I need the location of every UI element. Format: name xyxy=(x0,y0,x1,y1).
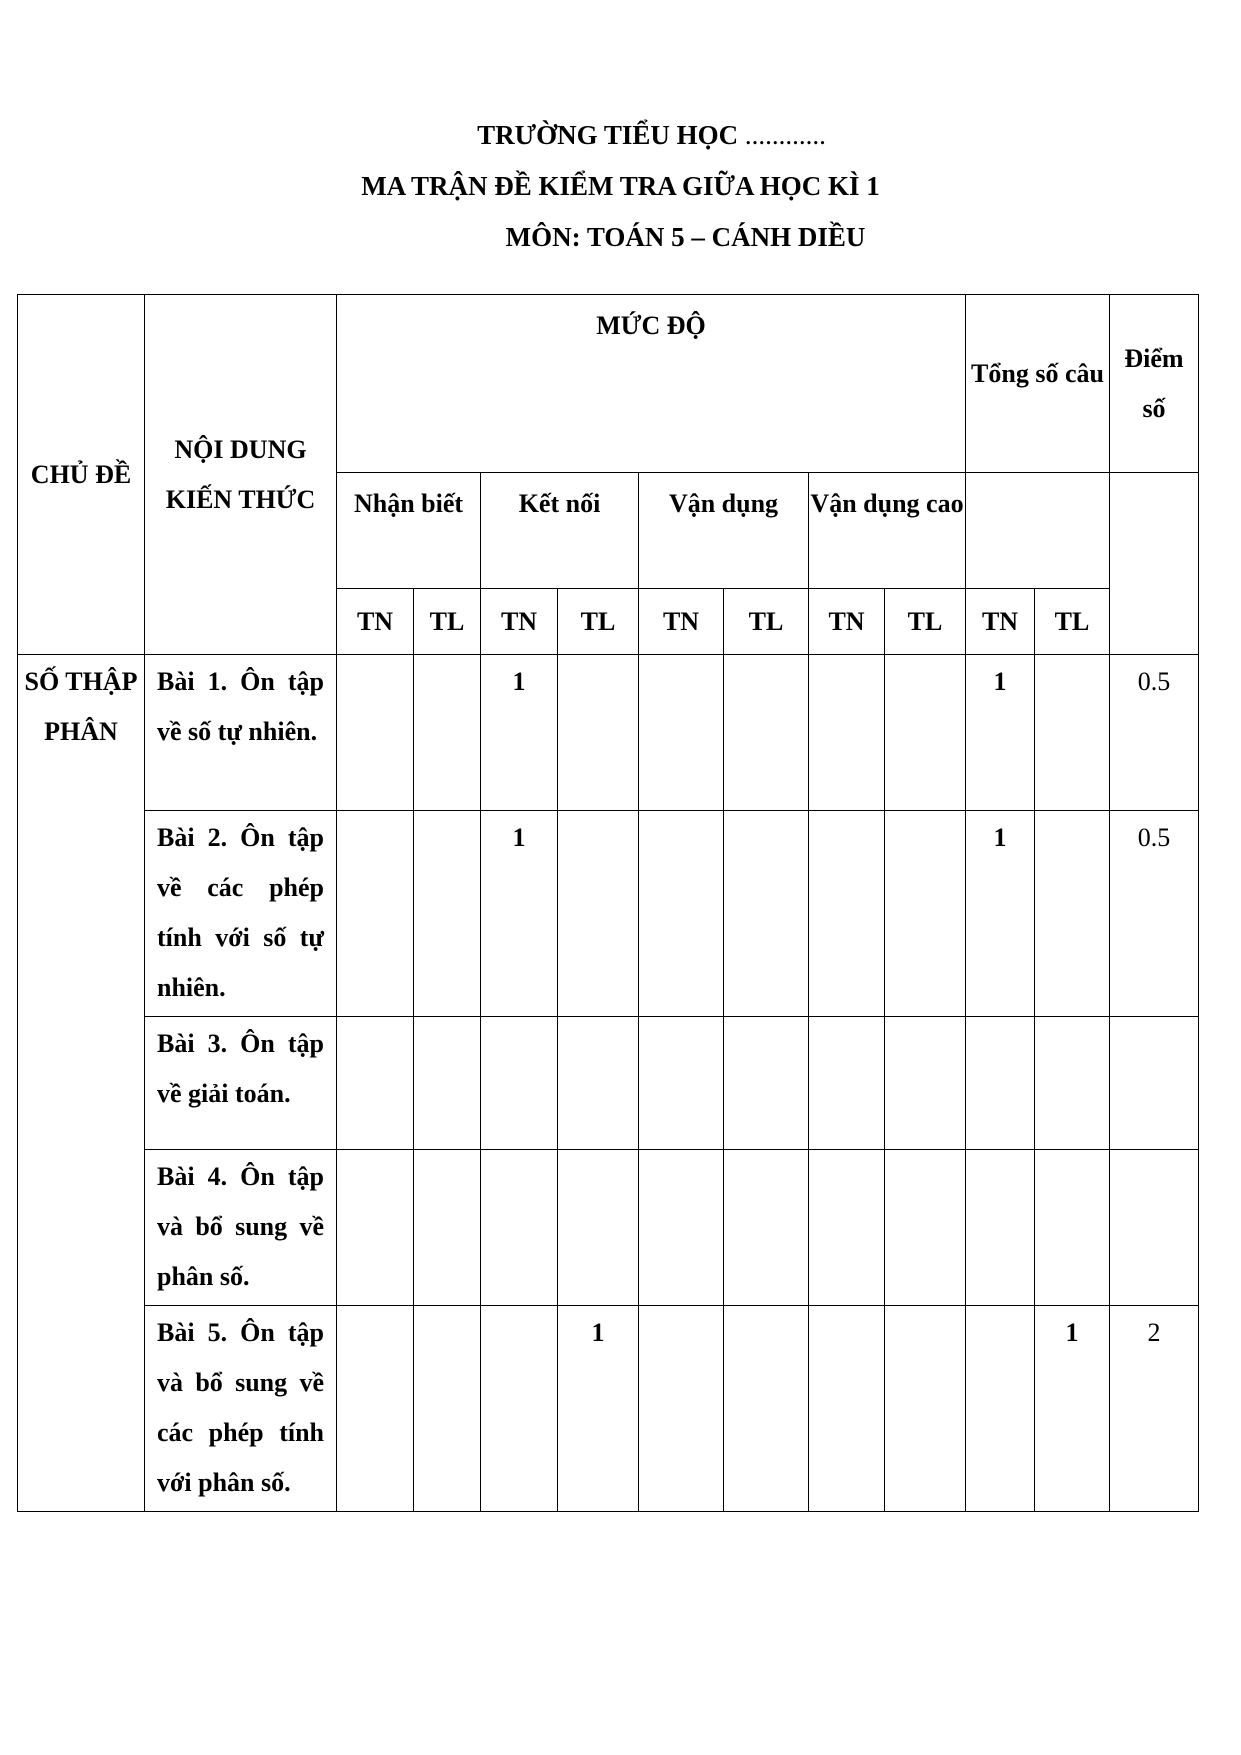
col-tn: TN xyxy=(966,589,1035,655)
cell xyxy=(414,1017,481,1150)
cell xyxy=(337,655,414,811)
content-cell: Bài 2. Ôn tập về các phép tính với số tự nhiên. xyxy=(145,811,337,1017)
cell: 1 xyxy=(966,811,1035,1017)
cell: 1 xyxy=(966,655,1035,811)
cell xyxy=(724,811,809,1017)
col-tn: TN xyxy=(481,589,558,655)
cell xyxy=(337,1306,414,1512)
document-title: MA TRẬN ĐỀ KIỂM TRA GIỮA HỌC KÌ 1 xyxy=(361,171,880,201)
cell xyxy=(1035,811,1110,1017)
cell xyxy=(809,1017,885,1150)
cell xyxy=(809,811,885,1017)
school-dots: ............ xyxy=(744,120,826,150)
level-ket-noi: Kết nối xyxy=(481,473,639,589)
content-cell: Bài 1. Ôn tập về số tự nhiên. xyxy=(145,655,337,811)
cell xyxy=(809,655,885,811)
table-row xyxy=(18,1017,1199,1150)
score-cell xyxy=(1110,1017,1199,1150)
score-cell: 0.5 xyxy=(1110,655,1199,811)
header-content: NỘI DUNG KIẾN THỨC xyxy=(145,295,337,655)
content-cell: Bài 5. Ôn tập và bổ sung về các phép tính với phân số. xyxy=(145,1306,337,1512)
header-level: MỨC ĐỘ xyxy=(337,295,966,473)
cell xyxy=(414,655,481,811)
level-nhan-biet: Nhận biết xyxy=(337,473,481,589)
cell xyxy=(966,1150,1035,1306)
cell xyxy=(337,1017,414,1150)
cell xyxy=(1035,655,1110,811)
cell xyxy=(481,1306,558,1512)
cell xyxy=(639,1306,724,1512)
col-tl: TL xyxy=(558,589,639,655)
col-tl: TL xyxy=(885,589,966,655)
cell xyxy=(639,1017,724,1150)
cell xyxy=(966,1017,1035,1150)
score-cell: 0.5 xyxy=(1110,811,1199,1017)
cell xyxy=(885,811,966,1017)
cell xyxy=(809,1150,885,1306)
score-cell: 2 xyxy=(1110,1306,1199,1512)
content-cell: Bài 4. Ôn tập và bổ sung về phân số. xyxy=(145,1150,337,1306)
table-row xyxy=(18,811,1199,1017)
col-tl: TL xyxy=(724,589,809,655)
score-cell xyxy=(1110,1150,1199,1306)
test-matrix-table xyxy=(17,294,1199,1512)
header-score: Điểm số xyxy=(1110,295,1199,473)
cell xyxy=(724,1150,809,1306)
cell xyxy=(885,655,966,811)
score-spacer xyxy=(1110,473,1199,655)
cell xyxy=(809,1306,885,1512)
school-label: TRƯỜNG TIỂU HỌC xyxy=(477,120,739,150)
cell xyxy=(966,1306,1035,1512)
cell xyxy=(337,1150,414,1306)
cell xyxy=(885,1306,966,1512)
content-cell: Bài 3. Ôn tập về giải toán. xyxy=(145,1017,337,1150)
cell xyxy=(885,1017,966,1150)
cell: 1 xyxy=(1035,1306,1110,1512)
col-tl: TL xyxy=(1035,589,1110,655)
cell: 1 xyxy=(481,655,558,811)
cell: 1 xyxy=(558,1306,639,1512)
header-topic: CHỦ ĐỀ xyxy=(18,295,145,655)
cell xyxy=(558,811,639,1017)
cell xyxy=(724,1017,809,1150)
level-van-dung: Vận dụng xyxy=(639,473,809,589)
cell: 1 xyxy=(481,811,558,1017)
school-name xyxy=(0,120,1241,150)
header-total: Tổng số câu xyxy=(966,295,1110,473)
cell xyxy=(414,1306,481,1512)
cell xyxy=(885,1150,966,1306)
col-tn: TN xyxy=(809,589,885,655)
cell xyxy=(481,1017,558,1150)
cell xyxy=(337,811,414,1017)
cell xyxy=(558,1150,639,1306)
cell xyxy=(639,1150,724,1306)
cell xyxy=(558,1017,639,1150)
cell xyxy=(481,1150,558,1306)
col-tn: TN xyxy=(639,589,724,655)
cell xyxy=(724,655,809,811)
cell xyxy=(1035,1017,1110,1150)
total-spacer xyxy=(966,473,1110,589)
topic-name: SỐ THẬP PHÂN xyxy=(18,655,145,1512)
level-van-dung-cao: Vận dụng cao xyxy=(809,473,966,589)
cell xyxy=(558,655,639,811)
cell xyxy=(1035,1150,1110,1306)
cell xyxy=(639,811,724,1017)
subject-title: MÔN: TOÁN 5 – CÁNH DIỀU xyxy=(505,222,866,252)
table-row xyxy=(18,1150,1199,1306)
cell xyxy=(639,655,724,811)
col-tn: TN xyxy=(337,589,414,655)
table-row xyxy=(18,1306,1199,1512)
table-row xyxy=(18,655,1199,811)
cell xyxy=(414,811,481,1017)
col-tl: TL xyxy=(414,589,481,655)
cell xyxy=(724,1306,809,1512)
cell xyxy=(414,1150,481,1306)
